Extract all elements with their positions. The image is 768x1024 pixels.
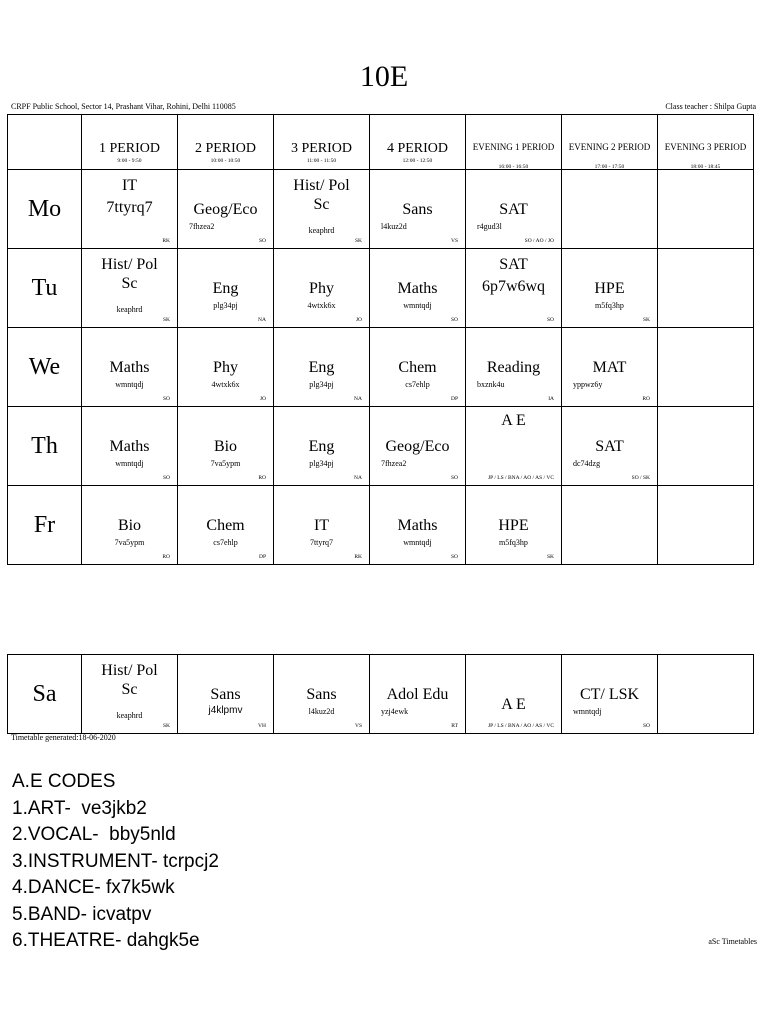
teacher-initials: RT (451, 723, 458, 729)
teacher-initials: DP (450, 396, 458, 402)
lesson-code: dc74dzg (573, 459, 601, 468)
lesson (274, 407, 369, 485)
subject-name: HPE (594, 280, 625, 297)
teacher-initials: SO / AO / JO (524, 238, 554, 244)
class-teacher: Class teacher : Shilpa Gupta (665, 102, 756, 111)
lesson-cell (274, 328, 370, 407)
ae-codes (12, 769, 219, 955)
lesson-cell (370, 249, 466, 328)
period-time: 10:00 - 10:50 (210, 158, 241, 164)
teacher-initials: SK (162, 317, 170, 323)
lesson-cell (562, 407, 658, 486)
lesson-cell (274, 486, 370, 565)
lesson-code: l4kuz2d (381, 222, 407, 231)
lesson (178, 170, 273, 248)
lesson-code: 7ttyrq7 (309, 538, 334, 547)
lesson-cell (274, 249, 370, 328)
teacher-initials: RO (258, 475, 266, 481)
period-time: 17:00 - 17:50 (594, 164, 625, 170)
lesson (274, 249, 369, 327)
lesson (370, 407, 465, 485)
empty-cell (658, 249, 754, 328)
subject-name: Eng (308, 359, 335, 376)
lesson-cell (466, 170, 562, 249)
day-row (8, 407, 754, 486)
subject-name: Bio (117, 517, 142, 534)
subject-name: Maths (397, 517, 438, 534)
period-name: EVENING 3 PERIOD (664, 142, 747, 152)
teacher-initials: NA (258, 317, 266, 323)
lesson-code: wmntqdj (403, 538, 432, 547)
subject-name: Sans (306, 686, 337, 703)
period-time: 9:00 - 9:50 (117, 158, 142, 164)
lesson-cell (178, 655, 274, 734)
empty-cell (658, 486, 754, 565)
teacher-initials: SO (450, 317, 458, 323)
period-header (370, 115, 466, 170)
lesson (82, 170, 177, 248)
subject-name: Reading (486, 359, 541, 376)
subject-name: Geog/Eco (193, 201, 258, 218)
lesson (466, 407, 561, 485)
teacher-initials: SO (162, 396, 170, 402)
teacher-initials: RK (162, 238, 170, 244)
subject-name: Bio (213, 438, 238, 455)
saturday-grid (7, 654, 754, 734)
lesson (370, 328, 465, 406)
lesson (178, 655, 273, 733)
subject-name: HPE (498, 517, 529, 534)
day-row (8, 655, 754, 734)
period-header (178, 115, 274, 170)
day-row (8, 170, 754, 249)
teacher-initials: IA (548, 396, 554, 402)
lesson-cell (178, 170, 274, 249)
teacher-initials: JP / LS / BNA / AO / AS / VC (487, 723, 554, 729)
lesson (274, 170, 369, 248)
lesson-code: 7fhzea2 (189, 222, 215, 231)
period-time: 12:00 - 12:50 (402, 158, 433, 164)
day-label: Sa (8, 655, 82, 734)
period-name: 1 PERIOD (98, 141, 161, 156)
empty-cell (562, 486, 658, 565)
lesson-code: 6p7w6wq (481, 278, 546, 295)
day-row (8, 249, 754, 328)
day-label: Fr (8, 486, 82, 565)
lesson-code: l4kuz2d (308, 707, 335, 716)
lesson (562, 328, 657, 406)
period-header-content (82, 141, 177, 164)
lesson-cell (274, 655, 370, 734)
subject-name: MAT (592, 359, 627, 376)
teacher-initials: SO (450, 475, 458, 481)
subject-name: Eng (308, 438, 335, 455)
lesson-code: yppwz6y (573, 380, 603, 389)
lesson-cell (82, 407, 178, 486)
lesson-cell (178, 249, 274, 328)
lesson (178, 407, 273, 485)
subject-name: SAT (499, 256, 528, 273)
period-header-content (466, 139, 561, 170)
subject-name: Hist/ Pol Sc (101, 256, 158, 292)
lesson (178, 249, 273, 327)
empty-cell (658, 170, 754, 249)
teacher-initials: SO (642, 723, 650, 729)
lesson-code: j4klpmv (208, 705, 243, 716)
period-name: EVENING 2 PERIOD (568, 142, 651, 152)
lesson-code: plg34pj (213, 301, 238, 310)
lesson (370, 249, 465, 327)
lesson-code: wmntqdj (115, 380, 144, 389)
teacher-initials: SO (546, 317, 554, 323)
period-header (562, 115, 658, 170)
lesson-cell (274, 170, 370, 249)
lesson (562, 655, 657, 733)
teacher-initials: NA (354, 475, 362, 481)
teacher-initials: JO (259, 396, 266, 402)
lesson (178, 328, 273, 406)
period-header (274, 115, 370, 170)
lesson-cell (82, 486, 178, 565)
period-time: 18:00 - 18:45 (690, 164, 721, 170)
subject-name: SAT (595, 438, 624, 455)
lesson (562, 249, 657, 327)
period-header-content (178, 141, 273, 164)
teacher-initials: RK (354, 554, 362, 560)
subject-name: CT/ LSK (579, 686, 640, 703)
subject-name: Maths (397, 280, 438, 297)
subject-name: IT (121, 177, 138, 194)
lesson-code: plg34pj (309, 380, 334, 389)
day-label: Tu (8, 249, 82, 328)
lesson (82, 328, 177, 406)
lesson-cell (178, 407, 274, 486)
lesson (274, 328, 369, 406)
teacher-initials: SK (354, 238, 362, 244)
lesson-code: cs7ehlp (405, 380, 430, 389)
teacher-initials: SO / SK (631, 475, 650, 481)
lesson (82, 655, 177, 733)
lesson-cell (82, 249, 178, 328)
lesson (370, 170, 465, 248)
lesson-cell (178, 328, 274, 407)
subject-name: Eng (212, 280, 239, 297)
lesson (370, 486, 465, 564)
period-header-content (370, 141, 465, 164)
class-title: 10E (359, 60, 409, 93)
lesson-code: 7va5ypm (210, 459, 241, 468)
day-label: Mo (8, 170, 82, 249)
subject-name: Maths (109, 438, 150, 455)
subject-name: Hist/ Pol Sc (101, 662, 158, 698)
period-header (658, 115, 754, 170)
footer-brand: aSc Timetables (708, 937, 757, 946)
empty-cell (658, 328, 754, 407)
lesson (274, 486, 369, 564)
period-time: 16:00 - 16:50 (498, 164, 529, 170)
day-row (8, 328, 754, 407)
period-name: 4 PERIOD (386, 141, 449, 156)
lesson-cell (370, 170, 466, 249)
period-header-row (8, 115, 754, 170)
lesson-code: keaphrd (116, 711, 143, 720)
lesson (274, 655, 369, 733)
period-header (82, 115, 178, 170)
ae-code-item: 1.ART- ve3jkb2 (12, 797, 147, 819)
teacher-initials: SK (546, 554, 554, 560)
lesson (82, 486, 177, 564)
lesson-code: 7fhzea2 (381, 459, 407, 468)
lesson-code: wmntqdj (115, 459, 144, 468)
subject-name: Phy (309, 280, 334, 297)
period-time: 11:00 - 11:50 (306, 158, 337, 164)
lesson-code: wmntqdj (573, 707, 602, 716)
lesson (82, 407, 177, 485)
ae-code-item: 6.THEATRE- dahgk5e (12, 930, 200, 951)
lesson-cell (370, 655, 466, 734)
day-row (8, 486, 754, 565)
subject-name: Geog/Eco (385, 438, 450, 455)
lesson-code: 7ttyrq7 (106, 199, 153, 216)
teacher-initials: SK (642, 317, 650, 323)
period-header-content (562, 139, 657, 170)
teacher-initials: NA (354, 396, 362, 402)
teacher-initials: SO (162, 475, 170, 481)
school-name: CRPF Public School, Sector 14, Prashant Vihar, Rohini, Delhi 110085 (11, 102, 236, 111)
lesson (466, 170, 561, 248)
teacher-initials: VH (258, 723, 266, 729)
generated-date: Timetable generated:18-06-2020 (11, 733, 116, 742)
lesson-cell (370, 328, 466, 407)
lesson (178, 486, 273, 564)
teacher-initials: RO (642, 396, 650, 402)
day-label: Th (8, 407, 82, 486)
teacher-initials: RO (162, 554, 170, 560)
day-label: We (8, 328, 82, 407)
lesson-cell (562, 249, 658, 328)
subject-name: Hist/ Pol Sc (293, 177, 350, 213)
subject-name: Sans (210, 686, 241, 703)
ae-codes-heading: A.E CODES (12, 771, 116, 792)
lesson-code: wmntqdj (403, 301, 432, 310)
period-name: 2 PERIOD (194, 141, 257, 156)
empty-cell (658, 407, 754, 486)
lesson-cell (466, 655, 562, 734)
subject-name: Chem (206, 517, 245, 534)
lesson-code: cs7ehlp (213, 538, 238, 547)
lesson (370, 655, 465, 733)
subject-name: Chem (398, 359, 437, 376)
lesson-code: 4wtxk6x (211, 380, 240, 389)
lesson-code: 4wtxk6x (307, 301, 336, 310)
period-header (466, 115, 562, 170)
period-name: 3 PERIOD (290, 141, 353, 156)
subject-name: Maths (109, 359, 150, 376)
ae-code-item: 4.DANCE- fx7k5wk (12, 877, 175, 898)
lesson (82, 249, 177, 327)
teacher-initials: SO (450, 554, 458, 560)
teacher-initials: SO (258, 238, 266, 244)
lesson-cell (274, 407, 370, 486)
teacher-initials: SK (162, 723, 170, 729)
lesson-cell (370, 486, 466, 565)
subject-name: Adol Edu (386, 686, 449, 703)
empty-cell (658, 655, 754, 734)
lesson-code: keaphrd (116, 305, 143, 314)
lesson (466, 486, 561, 564)
timetable-grid (7, 114, 754, 565)
lesson-code: r4gud3l (477, 222, 502, 231)
lesson-cell (466, 407, 562, 486)
subject-name: A E (501, 696, 526, 713)
period-name: EVENING 1 PERIOD (472, 142, 555, 152)
lesson-code: yzj4ewk (381, 707, 409, 716)
teacher-initials: VS (450, 238, 458, 244)
lesson-code: m5fq3hp (595, 301, 624, 310)
ae-code-item: 3.INSTRUMENT- tcrpcj2 (12, 850, 219, 872)
subject-name: IT (313, 517, 330, 534)
teacher-initials: DP (258, 554, 266, 560)
teacher-initials: VS (354, 723, 362, 729)
lesson-cell (466, 249, 562, 328)
lesson-cell (82, 328, 178, 407)
period-header-content (274, 141, 369, 164)
lesson-cell (466, 328, 562, 407)
lesson-cell (82, 170, 178, 249)
lesson-cell (82, 655, 178, 734)
lesson (562, 407, 657, 485)
subject-name: Phy (213, 359, 238, 376)
subject-name: A E (501, 412, 526, 429)
lesson-cell (466, 486, 562, 565)
ae-code-item: 5.BAND- icvatpv (12, 903, 152, 925)
lesson-cell (370, 407, 466, 486)
lesson-code: 7va5ypm (114, 538, 145, 547)
corner-cell (8, 115, 82, 170)
lesson-code: bxznk4u (477, 380, 505, 389)
lesson (466, 249, 561, 327)
lesson-cell (178, 486, 274, 565)
empty-cell (562, 170, 658, 249)
lesson (466, 328, 561, 406)
teacher-initials: JP / LS / BNA / AO / AS / VC (487, 475, 554, 481)
lesson-code: m5fq3hp (499, 538, 528, 547)
lesson-code: plg34pj (309, 459, 334, 468)
lesson-cell (562, 655, 658, 734)
ae-code-item: 2.VOCAL- bby5nld (12, 824, 176, 845)
subject-name: SAT (499, 201, 528, 218)
period-header-content (658, 139, 753, 170)
teacher-initials: JO (355, 317, 362, 323)
subject-name: Sans (402, 201, 433, 218)
lesson-code: keaphrd (308, 226, 335, 235)
lesson-cell (562, 328, 658, 407)
lesson (466, 655, 561, 733)
